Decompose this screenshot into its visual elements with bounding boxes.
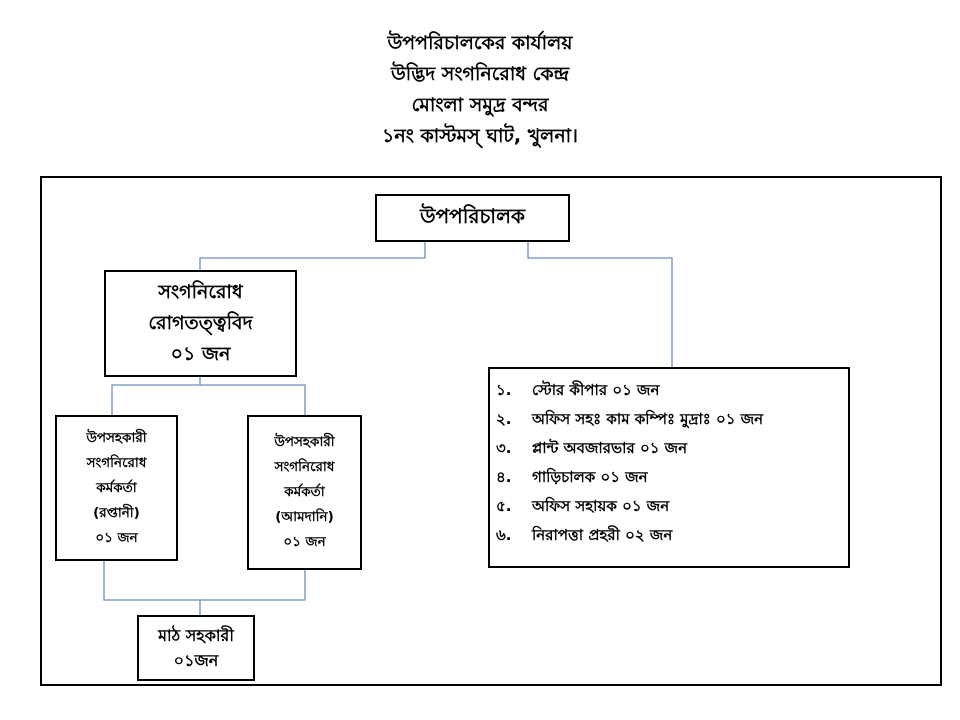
connector-pathologist-to-import (200, 385, 305, 415)
import-officer-box (247, 415, 362, 570)
field-assistant-line1: মাঠ সহকারী (158, 626, 234, 645)
field-assistant-box (137, 615, 255, 681)
deputy-director-box (375, 194, 570, 242)
staff-text: নিরাপত্তা প্রহরী ০২ জন (532, 526, 673, 544)
pathologist-line2: রোগতত্ত্ববিদ (148, 312, 253, 334)
export-officer-box (55, 415, 178, 561)
staff-row (496, 377, 659, 406)
export-officer-line3: কর্মকর্তা (96, 479, 137, 496)
staff-number: ৬. (496, 526, 512, 544)
pathologist-line1: সংগনিরোধ (158, 281, 243, 303)
staff-number: ১. (496, 381, 512, 399)
staff-row (496, 435, 687, 464)
staff-row (496, 493, 669, 522)
port-name: মোংলা সমুদ্র বন্দর (411, 94, 549, 116)
export-officer-line2: সংগনিরোধ (86, 454, 147, 471)
staff-number: ৩. (496, 439, 512, 457)
connector-import-to-field (200, 570, 305, 600)
export-officer-line5: ০১ জন (95, 529, 138, 546)
staff-row (496, 522, 672, 551)
import-officer-line5: ০১ জন (283, 534, 326, 550)
connector-head-to-staff (528, 242, 672, 367)
connector-export-to-field (104, 561, 200, 615)
connector-head-to-pathologist (200, 242, 425, 270)
office-address: ১নং কাস্টমস্ ঘাট, খুলনা। (382, 125, 578, 147)
import-officer-line4: (আমদানি) (275, 509, 334, 525)
staff-number: ২. (496, 410, 512, 428)
deputy-director-label: উপপরিচালক (420, 203, 525, 228)
staff-row (496, 464, 648, 493)
import-officer-line1: উপসহকারী (274, 434, 335, 450)
staff-row (496, 406, 763, 435)
office-title: উপপরিচালকের কার্যালয় (387, 32, 573, 54)
staff-text: অফিস সহঃ কাম কম্পিঃ মুদ্রাঃ ০১ জন (532, 410, 764, 428)
staff-text: স্টোর কীপার ০১ জন (532, 381, 660, 399)
staff-text: অফিস সহায়ক ০১ জন (532, 497, 670, 515)
staff-number: ৫. (496, 497, 512, 515)
support-staff-box (488, 367, 850, 568)
import-officer-line2: সংগনিরোধ (274, 459, 335, 475)
staff-number: ৪. (496, 468, 512, 486)
staff-text: গাড়িচালক ০১ জন (532, 468, 648, 486)
export-officer-line1: উপসহকারী (86, 429, 147, 446)
center-name: উদ্ভিদ সংগনিরোধ কেন্দ্র (390, 63, 569, 85)
connector-pathologist-to-officers (112, 377, 200, 415)
pathologist-line3: ০১ জন (170, 343, 231, 365)
staff-text: প্লান্ট অবজারভার ০১ জন (532, 439, 688, 457)
pathologist-box (104, 270, 297, 377)
field-assistant-line2: ০১জন (173, 651, 219, 670)
import-officer-line3: কর্মকর্তা (284, 484, 325, 500)
export-officer-line4: (রপ্তানী) (93, 504, 140, 521)
